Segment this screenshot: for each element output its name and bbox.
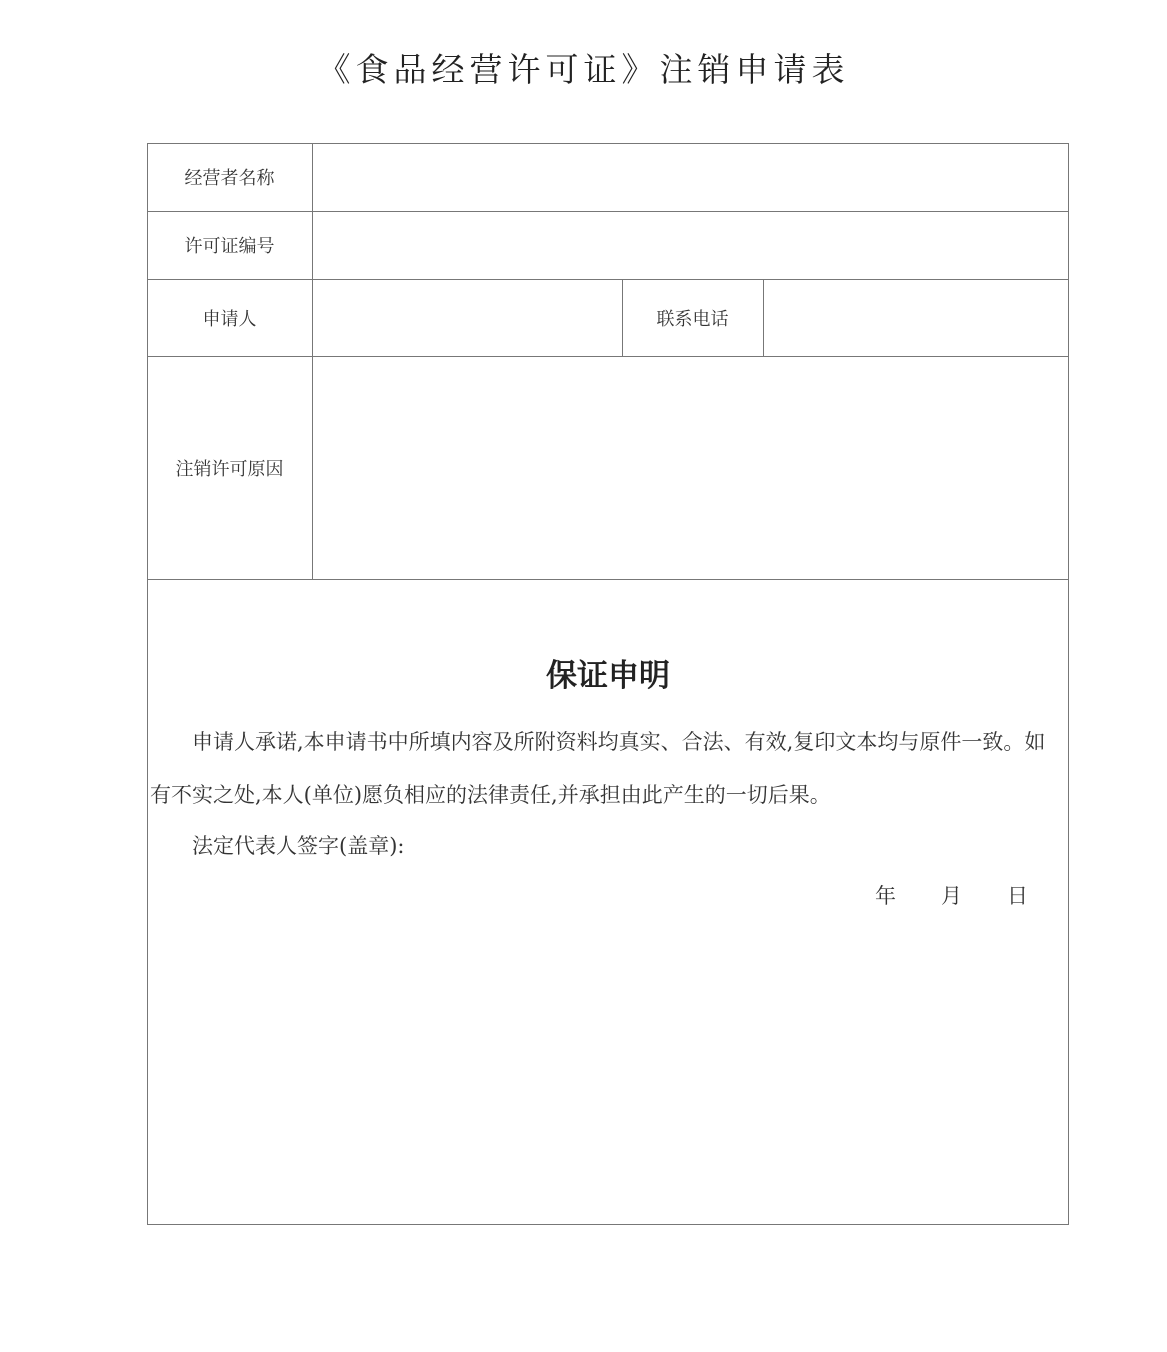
- signature-label: 法定代表人签字(盖章):: [192, 834, 405, 858]
- row-divider: [147, 579, 1069, 580]
- date-day-label: 日: [1007, 884, 1028, 908]
- reason-label: 注销许可原因: [175, 458, 284, 480]
- phone-label: 联系电话: [656, 308, 729, 330]
- applicant-label: 申请人: [202, 308, 257, 330]
- date-year-label: 年: [875, 884, 896, 908]
- declaration-line-2: 有不实之处,本人(单位)愿负相应的法律责任,并承担由此产生的一切后果。: [150, 783, 831, 807]
- date-month-label: 月: [941, 884, 962, 908]
- license-number-field[interactable]: [313, 212, 1068, 279]
- declaration-title: 保证申明: [546, 658, 670, 694]
- operator-name-label: 经营者名称: [184, 168, 275, 189]
- license-number-label: 许可证编号: [184, 236, 275, 257]
- phone-field[interactable]: [764, 280, 1068, 356]
- form-title: 《食品经营许可证》注销申请表: [317, 50, 850, 89]
- operator-name-field[interactable]: [313, 144, 1068, 211]
- declaration-line-1: 申请人承诺,本申请书中所填内容及所附资料均真实、合法、有效,复印文本均与原件一致。如: [192, 730, 1046, 754]
- applicant-field[interactable]: [313, 280, 622, 356]
- reason-field[interactable]: [313, 357, 1068, 579]
